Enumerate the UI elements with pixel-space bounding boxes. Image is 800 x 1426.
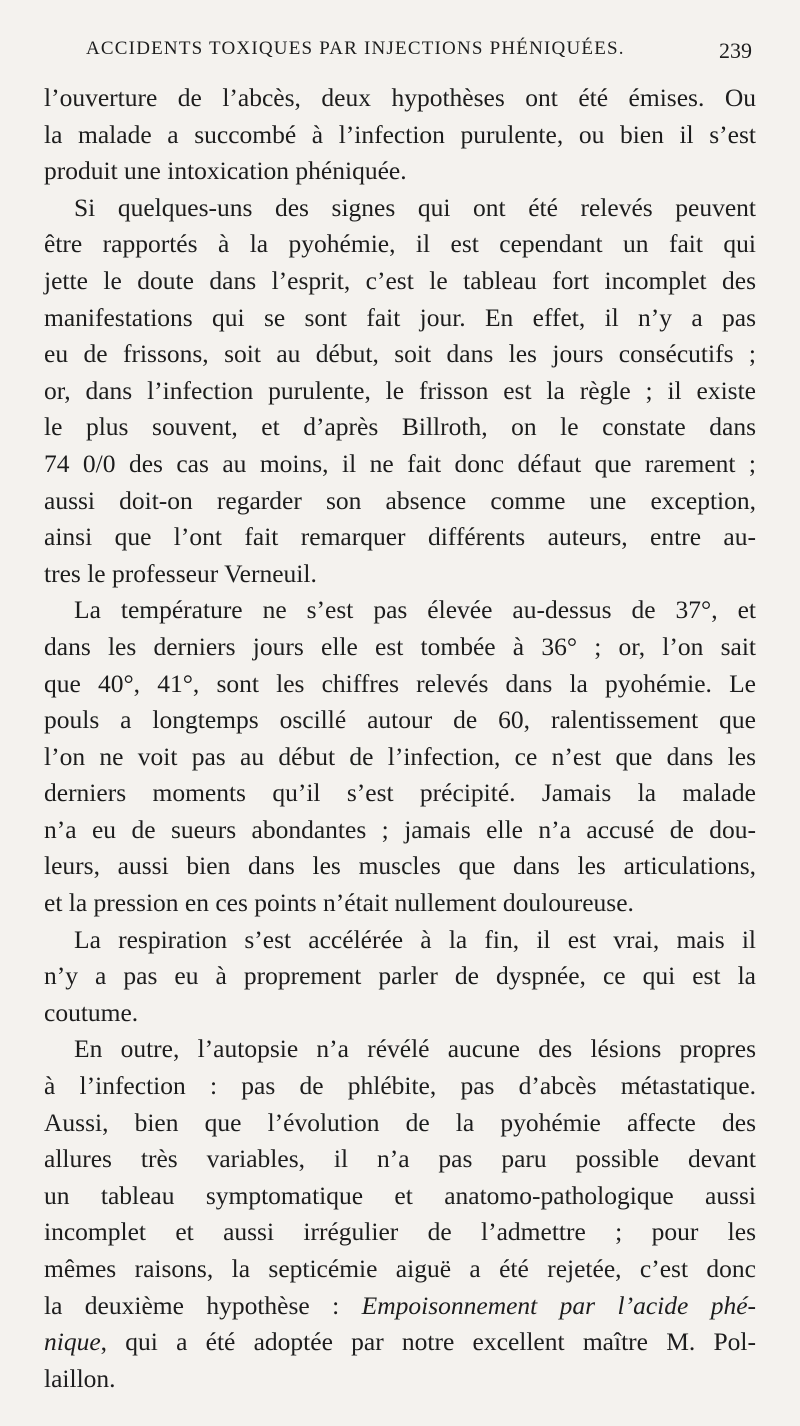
text-segment: , qui a été adoptée par notre excellent maître M. Pol- — [100, 1327, 756, 1357]
text-line: n’a eu de sueurs abondantes ; jamais elle n’a accusé de dou- — [44, 814, 756, 844]
text-line: manifestations qui se sont fait jour. En effet, il n’y a pas — [44, 302, 756, 332]
text-line: jette le doute dans l’esprit, c’est le tableau fort incomplet des — [44, 265, 756, 295]
text-line: un tableau symptomatique et anatomo-pathologique aussi — [44, 1180, 756, 1210]
paragraph — [44, 592, 756, 921]
text-line: incomplet et aussi irrégulier de l’admettre ; pour les — [44, 1217, 756, 1247]
text-line: coutume. — [44, 997, 139, 1027]
text-line: Si quelques-uns des signes qui ont été relevés peuvent — [74, 192, 756, 222]
text-line: le plus souvent, et d’après Billroth, on le constate dans — [44, 412, 756, 442]
text-line: allures très variables, il n’a pas paru possible devant — [44, 1144, 756, 1174]
text-line: 74 0/0 des cas au moins, il ne fait donc défaut que rarement ; — [44, 448, 756, 478]
text-line — [44, 1324, 756, 1361]
text-line: La température ne s’est pas élevée au-dessus de 37°, et — [74, 595, 756, 625]
page-number: 239 — [719, 38, 752, 63]
text-line: derniers moments qu’il s’est précipité. Jamais la malade — [44, 778, 756, 808]
text-line: et la pression en ces points n’était nullement douloureuse. — [44, 888, 634, 918]
text-line: leurs, aussi bien dans les muscles que dans les articulations, — [44, 851, 756, 881]
body-text — [44, 80, 756, 1397]
text-line — [44, 1288, 756, 1325]
text-line: mêmes raisons, la septicémie aiguë a été rejetée, c’est donc — [44, 1254, 756, 1283]
text-line: l’on ne voit pas au début de l’infection, ce n’est que dans les — [44, 741, 756, 771]
text-line: que 40°, 41°, sont les chiffres relevés dans la pyohémie. Le — [44, 668, 756, 698]
text-line: eu de frissons, soit au début, soit dans les jours consécutifs ; — [44, 339, 756, 369]
text-line: à l’infection : pas de phlébite, pas d’abcès métastatique. — [44, 1071, 756, 1101]
text-line: la malade a succombé à l’infection purulente, ou bien il s’est — [44, 119, 756, 149]
text-line: l’ouverture de l’abcès, deux hypothèses ont été émises. Ou — [44, 83, 756, 112]
paragraph — [44, 922, 756, 1032]
page-header — [86, 38, 752, 66]
text-line: laillon. — [44, 1363, 116, 1393]
italic-segment: Empoisonnement par l’acide phé- — [361, 1290, 756, 1320]
text-line: aussi doit-on regarder son absence comme une exception, — [44, 485, 756, 515]
paragraph — [44, 1031, 756, 1397]
paragraph — [44, 80, 756, 190]
text-line: La respiration s’est accélérée à la fin, il est vrai, mais il — [74, 924, 756, 954]
text-segment: la deuxième hypothèse : — [44, 1290, 362, 1320]
text-line: n’y a pas eu à proprement parler de dyspnée, ce qui est la — [44, 961, 756, 991]
text-line: dans les derniers jours elle est tombée à 36° ; or, l’on sait — [44, 631, 756, 661]
italic-segment: nique — [44, 1327, 101, 1357]
text-line: pouls a longtemps oscillé autour de 60, ralentissement que — [44, 705, 756, 735]
text-line: or, dans l’infection purulente, le frisson est la règle ; il existe — [44, 375, 756, 405]
text-line: produit une intoxication phéniquée. — [44, 156, 407, 186]
text-line: En outre, l’autopsie n’a révélé aucune des lésions propres — [74, 1034, 756, 1064]
text-line: Aussi, bien que l’évolution de la pyohémie affecte des — [44, 1107, 756, 1137]
text-line: ainsi que l’ont fait remarquer différents auteurs, entre au- — [44, 522, 756, 552]
paragraph — [44, 190, 756, 593]
text-line: tres le professeur Verneuil. — [44, 558, 317, 588]
text-line: être rapportés à la pyohémie, il est cependant un fait qui — [44, 229, 756, 259]
running-title: ACCIDENTS TOXIQUES PAR INJECTIONS PHÉNIQUÉES. — [86, 38, 625, 59]
